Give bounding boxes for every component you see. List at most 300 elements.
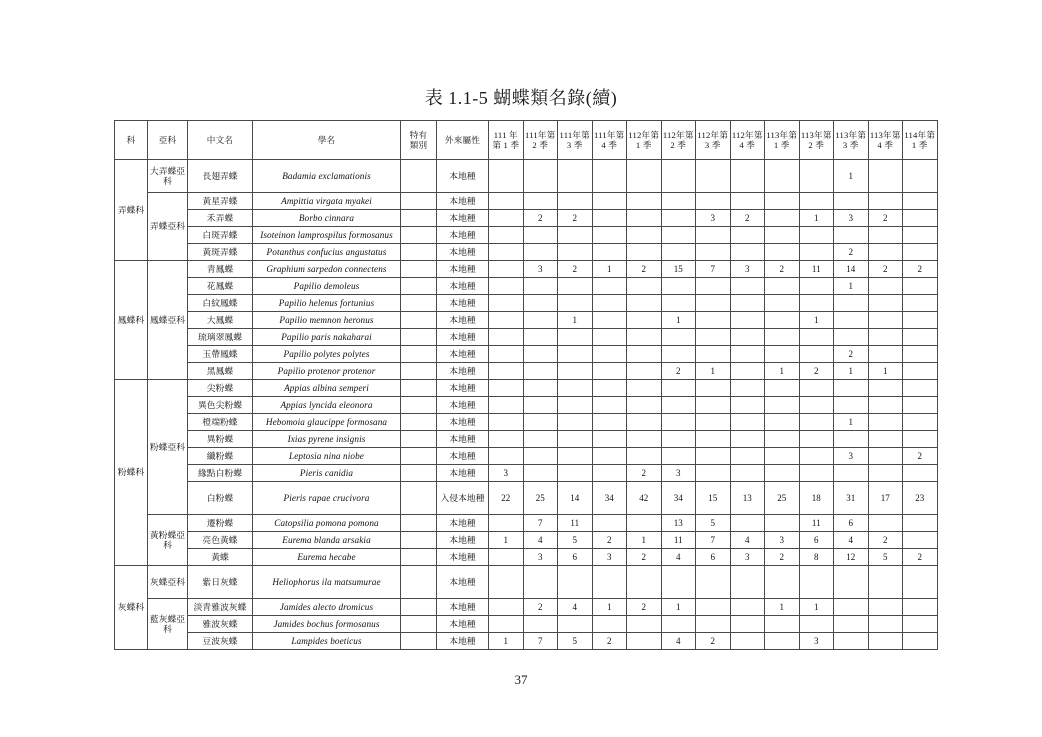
- cell-count-season-8: 4: [730, 532, 765, 549]
- table-body: [115, 160, 938, 650]
- cell-count-season-3: [558, 465, 593, 482]
- table-row: [115, 227, 938, 244]
- cell-count-season-12: [868, 278, 903, 295]
- cell-family: 鳳蝶科: [115, 261, 148, 380]
- cell-count-season-10: [799, 244, 834, 261]
- cell-count-season-6: [661, 227, 696, 244]
- cell-count-season-11: 6: [834, 515, 869, 532]
- cell-scientific-name: Papilio demoleus: [253, 278, 401, 295]
- season-header-line2: 4 季: [877, 140, 894, 150]
- cell-endemic-category: [401, 431, 437, 448]
- cell-count-season-5: [627, 346, 662, 363]
- cell-count-season-4: [592, 346, 627, 363]
- table-row: [115, 193, 938, 210]
- cell-alien-attribute: 本地種: [437, 448, 489, 465]
- cell-count-season-5: [627, 397, 662, 414]
- cell-count-season-13: [903, 312, 938, 329]
- cell-count-season-11: [834, 616, 869, 633]
- cell-count-season-3: [558, 193, 593, 210]
- cell-count-season-7: [696, 278, 731, 295]
- cell-count-season-12: [868, 346, 903, 363]
- cell-count-season-1: [489, 549, 524, 566]
- cell-count-season-7: [696, 397, 731, 414]
- cell-endemic-category: [401, 616, 437, 633]
- season-header-line1: 113年第: [869, 129, 901, 140]
- season-header-line1: 114年第: [904, 129, 936, 140]
- cell-count-season-11: [834, 397, 869, 414]
- cell-count-season-7: [696, 227, 731, 244]
- cell-count-season-6: 4: [661, 633, 696, 650]
- cell-scientific-name: Lampides boeticus: [253, 633, 401, 650]
- cell-alien-attribute: 本地種: [437, 227, 489, 244]
- cell-count-season-6: [661, 346, 696, 363]
- cell-count-season-6: [661, 414, 696, 431]
- cell-count-season-9: [765, 448, 800, 465]
- cell-count-season-8: [730, 414, 765, 431]
- cell-count-season-13: 2: [903, 549, 938, 566]
- cell-scientific-name: Catopsilia pomona pomona: [253, 515, 401, 532]
- table-row: [115, 616, 938, 633]
- cell-endemic-category: [401, 244, 437, 261]
- cell-alien-attribute: 本地種: [437, 160, 489, 193]
- cell-count-season-1: [489, 160, 524, 193]
- cell-endemic-category: [401, 210, 437, 227]
- cell-count-season-5: [627, 160, 662, 193]
- cell-endemic-category: [401, 414, 437, 431]
- table-row: [115, 380, 938, 397]
- cell-count-season-4: 1: [592, 261, 627, 278]
- cell-count-season-3: [558, 295, 593, 312]
- cell-count-season-9: [765, 414, 800, 431]
- cell-endemic-category: [401, 278, 437, 295]
- cell-count-season-1: [489, 346, 524, 363]
- cell-count-season-1: [489, 397, 524, 414]
- cell-scientific-name: Eurema hecabe: [253, 549, 401, 566]
- cell-count-season-4: [592, 363, 627, 380]
- cell-count-season-1: [489, 329, 524, 346]
- cell-count-season-1: [489, 414, 524, 431]
- cell-count-season-5: 2: [627, 261, 662, 278]
- cell-count-season-8: [730, 397, 765, 414]
- cell-count-season-12: 1: [868, 363, 903, 380]
- column-header-season-6: [661, 121, 696, 160]
- cell-count-season-2: [523, 160, 558, 193]
- cell-scientific-name: Potanthus confucius angustatus: [253, 244, 401, 261]
- column-header-scientific-name: 學名: [253, 121, 401, 160]
- cell-count-season-13: [903, 244, 938, 261]
- endemic-header-line1: 特有: [409, 129, 428, 140]
- cell-alien-attribute: 本地種: [437, 633, 489, 650]
- cell-count-season-5: [627, 278, 662, 295]
- cell-count-season-6: [661, 278, 696, 295]
- season-header-line2: 3 季: [842, 140, 859, 150]
- cell-endemic-category: [401, 363, 437, 380]
- cell-count-season-4: [592, 210, 627, 227]
- cell-chinese-name: 緣點白粉蝶: [188, 465, 253, 482]
- cell-count-season-13: [903, 210, 938, 227]
- cell-scientific-name: Leptosia nina niobe: [253, 448, 401, 465]
- cell-count-season-7: 3: [696, 210, 731, 227]
- season-header-line1: 112年第: [731, 129, 763, 140]
- cell-chinese-name: 白粉蝶: [188, 482, 253, 515]
- cell-endemic-category: [401, 397, 437, 414]
- cell-count-season-11: 2: [834, 244, 869, 261]
- cell-count-season-12: [868, 431, 903, 448]
- cell-scientific-name: Appias lyncida eleonora: [253, 397, 401, 414]
- cell-endemic-category: [401, 482, 437, 515]
- table-row: [115, 363, 938, 380]
- table-row: [115, 329, 938, 346]
- cell-count-season-12: [868, 566, 903, 599]
- cell-chinese-name: 禾弄蝶: [188, 210, 253, 227]
- cell-scientific-name: Appias albina semperi: [253, 380, 401, 397]
- cell-count-season-13: [903, 329, 938, 346]
- table-header: [115, 121, 938, 160]
- cell-count-season-1: 3: [489, 465, 524, 482]
- cell-count-season-7: 6: [696, 549, 731, 566]
- cell-count-season-11: [834, 227, 869, 244]
- cell-count-season-12: [868, 465, 903, 482]
- table-row: [115, 431, 938, 448]
- cell-count-season-7: [696, 448, 731, 465]
- cell-count-season-8: [730, 448, 765, 465]
- cell-count-season-4: [592, 312, 627, 329]
- cell-count-season-1: [489, 431, 524, 448]
- cell-count-season-10: 1: [799, 599, 834, 616]
- cell-count-season-3: 14: [558, 482, 593, 515]
- cell-count-season-4: [592, 193, 627, 210]
- cell-count-season-3: [558, 616, 593, 633]
- cell-count-season-12: 2: [868, 210, 903, 227]
- cell-count-season-8: [730, 380, 765, 397]
- cell-alien-attribute: 本地種: [437, 431, 489, 448]
- cell-count-season-2: 4: [523, 532, 558, 549]
- table-row: [115, 160, 938, 193]
- cell-count-season-1: [489, 210, 524, 227]
- cell-endemic-category: [401, 329, 437, 346]
- cell-count-season-4: [592, 414, 627, 431]
- cell-count-season-2: 7: [523, 515, 558, 532]
- cell-chinese-name: 白斑弄蝶: [188, 227, 253, 244]
- cell-count-season-3: 5: [558, 532, 593, 549]
- cell-count-season-8: [730, 431, 765, 448]
- cell-count-season-10: 11: [799, 515, 834, 532]
- cell-count-season-9: [765, 160, 800, 193]
- table-row: [115, 278, 938, 295]
- cell-count-season-5: 42: [627, 482, 662, 515]
- cell-scientific-name: Papilio memnon heronus: [253, 312, 401, 329]
- cell-family: 粉蝶科: [115, 380, 148, 566]
- season-header-line2: 第 1 季: [492, 140, 520, 150]
- cell-count-season-3: 6: [558, 549, 593, 566]
- cell-count-season-8: [730, 599, 765, 616]
- table-row: [115, 295, 938, 312]
- cell-count-season-6: 1: [661, 599, 696, 616]
- season-header-line1: 111 年: [493, 129, 518, 140]
- cell-count-season-3: [558, 346, 593, 363]
- cell-count-season-2: [523, 193, 558, 210]
- table-row: [115, 465, 938, 482]
- cell-count-season-7: [696, 346, 731, 363]
- cell-count-season-7: [696, 244, 731, 261]
- cell-count-season-11: 1: [834, 278, 869, 295]
- season-header-line2: 1 季: [911, 140, 928, 150]
- cell-count-season-8: [730, 160, 765, 193]
- cell-count-season-5: [627, 616, 662, 633]
- cell-alien-attribute: 本地種: [437, 380, 489, 397]
- cell-alien-attribute: 本地種: [437, 532, 489, 549]
- cell-count-season-9: [765, 193, 800, 210]
- cell-count-season-2: [523, 397, 558, 414]
- cell-family: 弄蝶科: [115, 160, 148, 261]
- cell-count-season-1: [489, 193, 524, 210]
- cell-chinese-name: 遷粉蝶: [188, 515, 253, 532]
- cell-count-season-9: [765, 278, 800, 295]
- cell-count-season-10: [799, 227, 834, 244]
- cell-chinese-name: 異粉蝶: [188, 431, 253, 448]
- cell-count-season-2: 3: [523, 261, 558, 278]
- table-row: [115, 549, 938, 566]
- cell-count-season-5: [627, 227, 662, 244]
- cell-count-season-9: [765, 566, 800, 599]
- cell-count-season-5: [627, 414, 662, 431]
- cell-count-season-10: 6: [799, 532, 834, 549]
- cell-scientific-name: Pieris rapae crucivora: [253, 482, 401, 515]
- cell-count-season-5: [627, 431, 662, 448]
- cell-count-season-10: 1: [799, 312, 834, 329]
- cell-count-season-12: [868, 193, 903, 210]
- cell-count-season-8: [730, 616, 765, 633]
- cell-count-season-3: 5: [558, 633, 593, 650]
- cell-count-season-10: [799, 329, 834, 346]
- cell-count-season-1: [489, 227, 524, 244]
- cell-count-season-13: [903, 414, 938, 431]
- column-header-season-5: [627, 121, 662, 160]
- cell-chinese-name: 黃斑弄蝶: [188, 244, 253, 261]
- cell-chinese-name: 黃星弄蝶: [188, 193, 253, 210]
- cell-chinese-name: 橙端粉蝶: [188, 414, 253, 431]
- cell-chinese-name: 琉璃翠鳳蝶: [188, 329, 253, 346]
- cell-count-season-9: [765, 397, 800, 414]
- cell-scientific-name: Papilio paris nakaharai: [253, 329, 401, 346]
- cell-alien-attribute: 本地種: [437, 549, 489, 566]
- cell-scientific-name: Papilio helenus fortunius: [253, 295, 401, 312]
- cell-count-season-13: [903, 515, 938, 532]
- cell-count-season-12: [868, 244, 903, 261]
- cell-count-season-7: 15: [696, 482, 731, 515]
- cell-count-season-4: 34: [592, 482, 627, 515]
- season-header-line2: 3 季: [704, 140, 721, 150]
- cell-count-season-11: 14: [834, 261, 869, 278]
- column-header-season-7: [696, 121, 731, 160]
- cell-count-season-10: 1: [799, 210, 834, 227]
- cell-scientific-name: Ixias pyrene insignis: [253, 431, 401, 448]
- season-header-line2: 2 季: [532, 140, 549, 150]
- column-header-season-11: [834, 121, 869, 160]
- cell-count-season-8: [730, 227, 765, 244]
- cell-scientific-name: Eurema blanda arsakia: [253, 532, 401, 549]
- cell-scientific-name: Graphium sarpedon connectens: [253, 261, 401, 278]
- cell-count-season-8: [730, 515, 765, 532]
- cell-count-season-2: 7: [523, 633, 558, 650]
- season-header-line2: 4 季: [739, 140, 756, 150]
- cell-count-season-6: [661, 616, 696, 633]
- cell-count-season-3: [558, 448, 593, 465]
- cell-alien-attribute: 本地種: [437, 397, 489, 414]
- cell-count-season-13: [903, 363, 938, 380]
- cell-count-season-9: 2: [765, 549, 800, 566]
- cell-chinese-name: 尖粉蝶: [188, 380, 253, 397]
- cell-count-season-6: [661, 380, 696, 397]
- cell-chinese-name: 淡青雅波灰蝶: [188, 599, 253, 616]
- cell-endemic-category: [401, 549, 437, 566]
- cell-count-season-8: 3: [730, 549, 765, 566]
- cell-count-season-10: [799, 193, 834, 210]
- cell-count-season-7: [696, 566, 731, 599]
- cell-alien-attribute: 本地種: [437, 599, 489, 616]
- cell-count-season-12: 5: [868, 549, 903, 566]
- cell-count-season-10: [799, 414, 834, 431]
- cell-count-season-9: 3: [765, 532, 800, 549]
- cell-count-season-5: 2: [627, 599, 662, 616]
- cell-count-season-9: [765, 616, 800, 633]
- cell-count-season-7: [696, 414, 731, 431]
- cell-count-season-7: 2: [696, 633, 731, 650]
- season-header-line1: 112年第: [662, 129, 694, 140]
- cell-count-season-10: 3: [799, 633, 834, 650]
- cell-count-season-3: 2: [558, 261, 593, 278]
- cell-count-season-11: [834, 566, 869, 599]
- table-row: [115, 599, 938, 616]
- cell-count-season-5: [627, 363, 662, 380]
- cell-count-season-2: [523, 616, 558, 633]
- cell-count-season-5: 2: [627, 549, 662, 566]
- cell-chinese-name: 白紋鳳蝶: [188, 295, 253, 312]
- column-header-alien-attribute: 外來屬性: [437, 121, 489, 160]
- cell-count-season-12: [868, 329, 903, 346]
- cell-endemic-category: [401, 295, 437, 312]
- cell-count-season-3: [558, 566, 593, 599]
- cell-count-season-11: [834, 329, 869, 346]
- cell-count-season-1: [489, 363, 524, 380]
- cell-count-season-1: [489, 278, 524, 295]
- cell-scientific-name: Badamia exclamationis: [253, 160, 401, 193]
- cell-count-season-1: 22: [489, 482, 524, 515]
- cell-count-season-11: 3: [834, 448, 869, 465]
- column-header-season-1: [489, 121, 524, 160]
- cell-count-season-4: [592, 515, 627, 532]
- season-header-line1: 111年第: [559, 129, 590, 140]
- cell-count-season-12: 2: [868, 261, 903, 278]
- table-row: [115, 633, 938, 650]
- page-number: 37: [514, 672, 528, 687]
- table-row: [115, 532, 938, 549]
- cell-count-season-3: [558, 380, 593, 397]
- cell-count-season-7: [696, 329, 731, 346]
- cell-count-season-9: 1: [765, 363, 800, 380]
- cell-endemic-category: [401, 566, 437, 599]
- cell-count-season-5: 2: [627, 465, 662, 482]
- cell-count-season-10: 2: [799, 363, 834, 380]
- cell-count-season-13: [903, 227, 938, 244]
- cell-chinese-name: 異色尖粉蝶: [188, 397, 253, 414]
- cell-scientific-name: Pieris canidia: [253, 465, 401, 482]
- cell-count-season-13: [903, 599, 938, 616]
- cell-count-season-10: [799, 465, 834, 482]
- cell-endemic-category: [401, 633, 437, 650]
- cell-count-season-13: [903, 465, 938, 482]
- page-title: 表 1.1-5 蝴蝶類名錄(續): [424, 88, 618, 108]
- cell-endemic-category: [401, 227, 437, 244]
- cell-count-season-2: [523, 244, 558, 261]
- cell-count-season-6: [661, 397, 696, 414]
- cell-count-season-6: [661, 160, 696, 193]
- cell-count-season-10: 8: [799, 549, 834, 566]
- cell-count-season-4: 3: [592, 549, 627, 566]
- table-row: [115, 397, 938, 414]
- cell-count-season-1: [489, 312, 524, 329]
- cell-count-season-6: 3: [661, 465, 696, 482]
- cell-count-season-11: 31: [834, 482, 869, 515]
- cell-chinese-name: 大鳳蝶: [188, 312, 253, 329]
- cell-count-season-4: [592, 431, 627, 448]
- cell-count-season-11: 4: [834, 532, 869, 549]
- cell-count-season-11: [834, 633, 869, 650]
- cell-count-season-3: 2: [558, 210, 593, 227]
- cell-count-season-12: [868, 312, 903, 329]
- cell-count-season-9: [765, 295, 800, 312]
- cell-count-season-5: [627, 566, 662, 599]
- cell-chinese-name: 紫日灰蝶: [188, 566, 253, 599]
- cell-count-season-8: [730, 346, 765, 363]
- cell-count-season-4: [592, 616, 627, 633]
- cell-count-season-4: [592, 397, 627, 414]
- cell-subfamily: 大弄蝶亞科: [148, 160, 188, 193]
- cell-count-season-3: [558, 244, 593, 261]
- season-header-line2: 4 季: [601, 140, 618, 150]
- cell-chinese-name: 玉帶鳳蝶: [188, 346, 253, 363]
- cell-count-season-10: [799, 346, 834, 363]
- cell-alien-attribute: 本地種: [437, 465, 489, 482]
- cell-count-season-7: 1: [696, 363, 731, 380]
- cell-scientific-name: Papilio polytes polytes: [253, 346, 401, 363]
- header-row: [115, 121, 938, 160]
- cell-count-season-10: [799, 397, 834, 414]
- cell-count-season-12: [868, 295, 903, 312]
- cell-count-season-1: [489, 566, 524, 599]
- cell-count-season-11: [834, 465, 869, 482]
- cell-count-season-9: 25: [765, 482, 800, 515]
- cell-alien-attribute: 本地種: [437, 414, 489, 431]
- cell-count-season-1: [489, 244, 524, 261]
- cell-count-season-11: 2: [834, 346, 869, 363]
- season-header-line1: 113年第: [800, 129, 832, 140]
- cell-count-season-4: [592, 160, 627, 193]
- table-row: [115, 312, 938, 329]
- cell-count-season-6: 15: [661, 261, 696, 278]
- cell-subfamily: 灰蝶亞科: [148, 566, 188, 599]
- cell-count-season-3: 11: [558, 515, 593, 532]
- cell-count-season-2: 3: [523, 549, 558, 566]
- cell-count-season-3: [558, 431, 593, 448]
- cell-count-season-3: 4: [558, 599, 593, 616]
- cell-count-season-9: [765, 465, 800, 482]
- cell-count-season-8: [730, 312, 765, 329]
- cell-count-season-10: [799, 431, 834, 448]
- cell-alien-attribute: 本地種: [437, 193, 489, 210]
- season-header-line1: 111年第: [594, 129, 625, 140]
- cell-count-season-13: [903, 431, 938, 448]
